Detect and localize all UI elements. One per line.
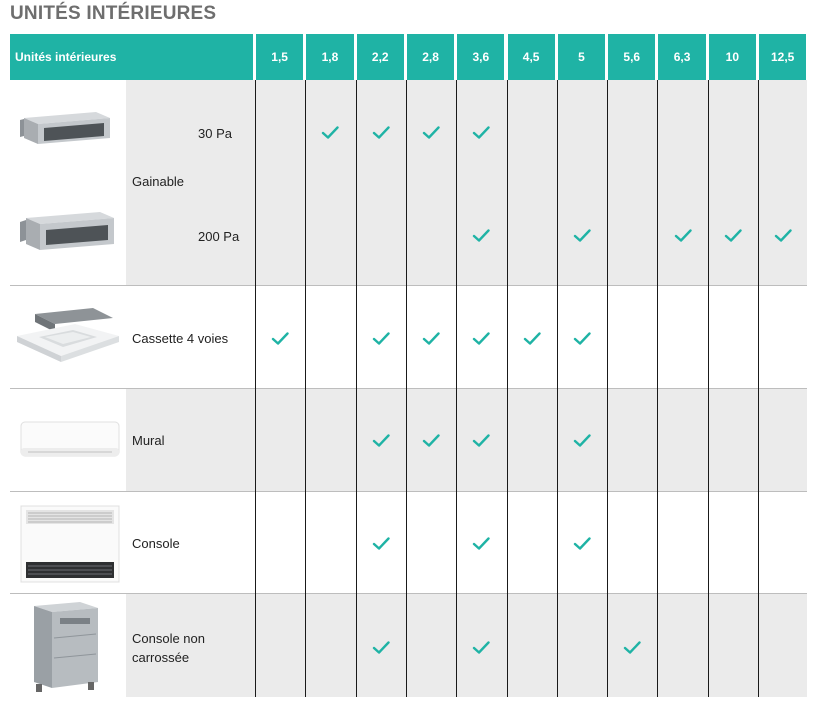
check-icon: [774, 229, 792, 242]
header-capacity-2-8: 2,8: [407, 34, 454, 80]
header-capacity-3-6: 3,6: [457, 34, 504, 80]
row-bg-mural: [126, 389, 807, 491]
header-capacity-1-5: 1,5: [256, 34, 303, 80]
header-capacity-10: 10: [709, 34, 756, 80]
row-divider: [10, 593, 807, 594]
check-icon: [472, 434, 490, 447]
check-icon: [724, 229, 742, 242]
check-icon: [472, 126, 490, 139]
check-icon: [573, 332, 591, 345]
column-divider: [356, 80, 357, 697]
check-icon: [372, 641, 390, 654]
header-capacity-4-5: 4,5: [508, 34, 555, 80]
ducted-unit-image: [18, 106, 114, 148]
row-label-gainable: Gainable: [132, 174, 185, 189]
ducted-unit-image-large: [18, 206, 118, 256]
check-icon: [573, 434, 591, 447]
console-unit-image: [20, 504, 120, 584]
header-capacity-12-5: 12,5: [759, 34, 806, 80]
check-icon: [372, 126, 390, 139]
check-icon: [472, 641, 490, 654]
row-divider: [10, 491, 807, 492]
check-icon: [271, 332, 289, 345]
row-label-console: Console: [132, 536, 180, 551]
column-divider: [758, 80, 759, 697]
header-capacity-2-2: 2,2: [357, 34, 404, 80]
row-label-console-nc-line2: carrossée: [132, 650, 190, 665]
column-divider: [708, 80, 709, 697]
row-sublabel-200pa: 200 Pa: [198, 229, 240, 244]
check-icon: [422, 434, 440, 447]
check-icon: [422, 126, 440, 139]
row-label-console-nc: [132, 629, 205, 667]
column-divider: [557, 80, 558, 697]
header-label: Unités intérieures: [15, 50, 117, 64]
check-icon: [472, 332, 490, 345]
column-divider: [255, 80, 256, 697]
page-title: UNITÉS INTÉRIEURES: [10, 3, 217, 24]
column-divider: [507, 80, 508, 697]
wall-unit-image: [20, 418, 120, 460]
row-label-mural: Mural: [132, 433, 165, 448]
cassette-unit-image: [15, 306, 121, 364]
check-icon: [573, 537, 591, 550]
header-capacity-6-3: 6,3: [658, 34, 705, 80]
row-divider: [10, 388, 807, 389]
floor-unit-image: [22, 598, 106, 694]
row-bg-console-nc: [126, 594, 807, 697]
header-capacity-5: 5: [558, 34, 605, 80]
header-capacity-1-8: 1,8: [306, 34, 353, 80]
header-first-cell: [10, 34, 253, 80]
header-capacity-5-6: 5,6: [608, 34, 655, 80]
check-icon: [523, 332, 541, 345]
check-icon: [623, 641, 641, 654]
check-icon: [674, 229, 692, 242]
check-icon: [321, 126, 339, 139]
row-label-console-nc-line1: Console non: [132, 631, 205, 646]
column-divider: [607, 80, 608, 697]
check-icon: [372, 434, 390, 447]
check-icon: [422, 332, 440, 345]
column-divider: [456, 80, 457, 697]
row-divider: [10, 285, 807, 286]
row-sublabel-30pa: 30 Pa: [198, 126, 232, 141]
check-icon: [472, 537, 490, 550]
column-divider: [305, 80, 306, 697]
check-icon: [372, 537, 390, 550]
row-bg-gainable: [126, 80, 807, 285]
check-icon: [472, 229, 490, 242]
check-icon: [372, 332, 390, 345]
check-icon: [573, 229, 591, 242]
row-label-cassette: Cassette 4 voies: [132, 331, 229, 346]
column-divider: [406, 80, 407, 697]
column-divider: [657, 80, 658, 697]
